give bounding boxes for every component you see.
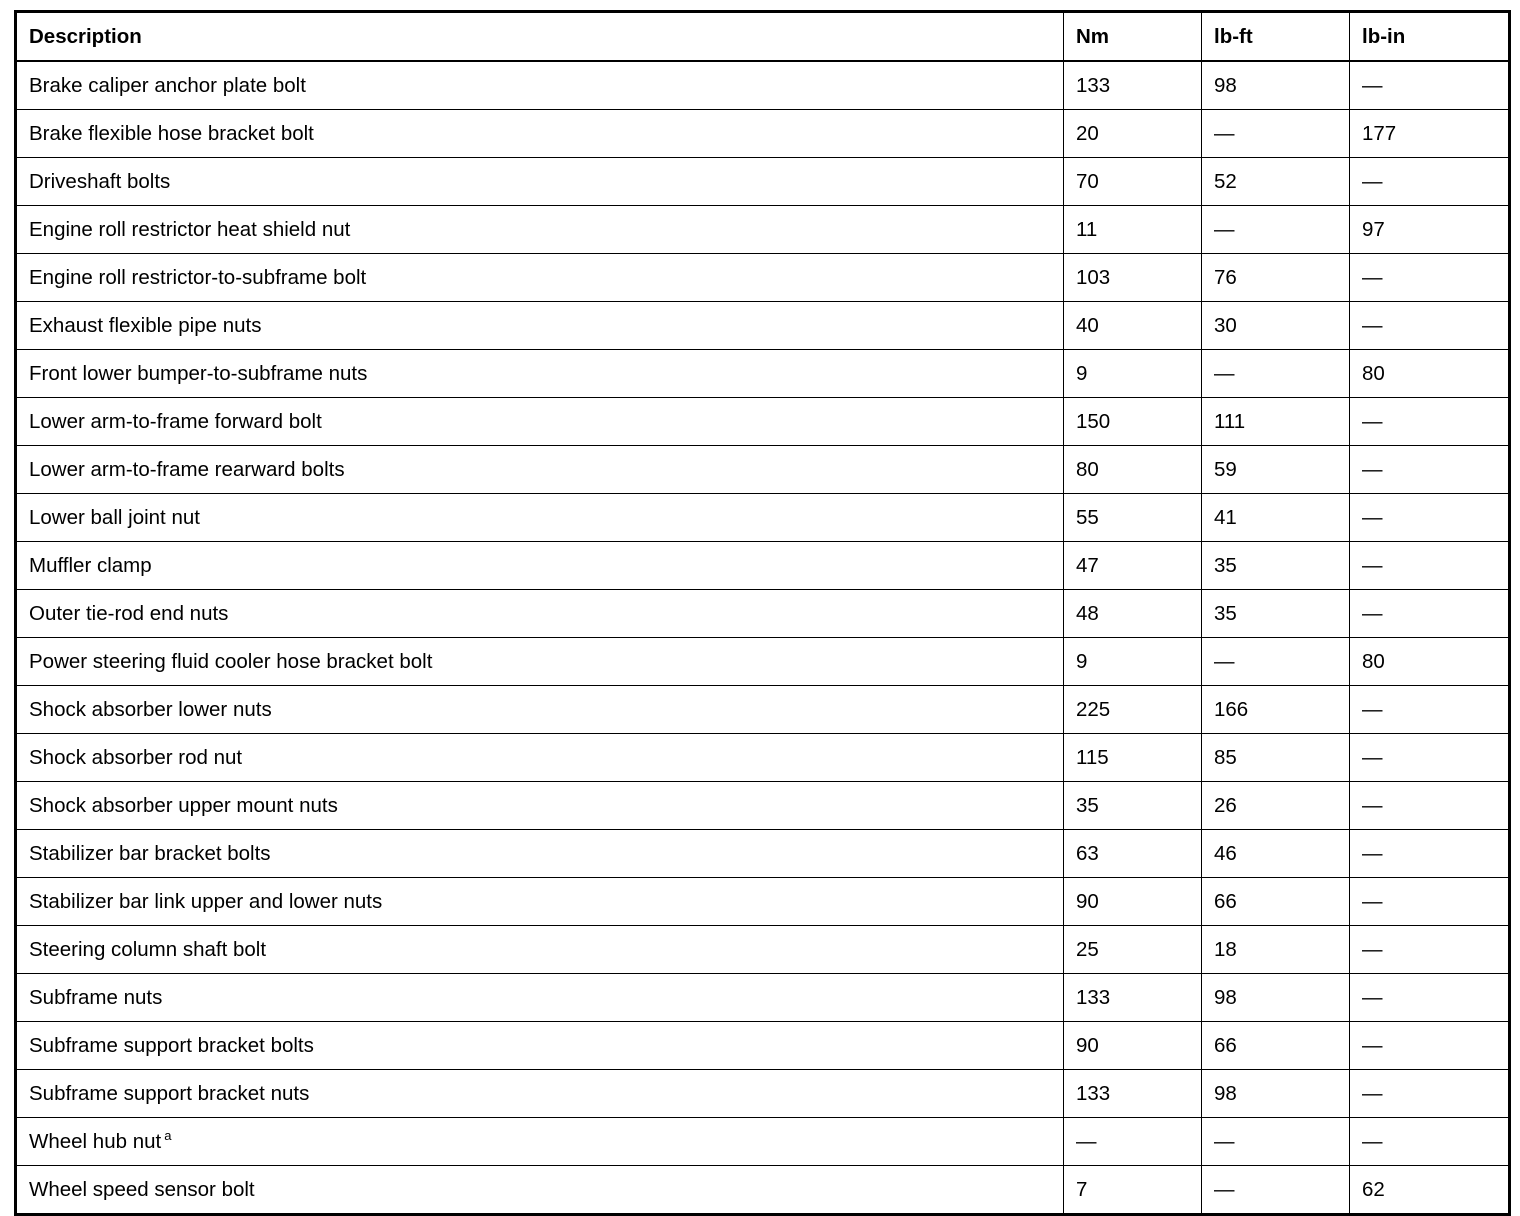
cell-lb-ft: — xyxy=(1202,1166,1350,1215)
cell-nm: 20 xyxy=(1064,110,1202,158)
cell-description xyxy=(16,686,1064,734)
cell-nm: 7 xyxy=(1064,1166,1202,1215)
cell-lb-in: — xyxy=(1350,1070,1510,1118)
cell-description xyxy=(16,878,1064,926)
description-text: Steering column shaft bolt xyxy=(29,937,267,961)
table-row xyxy=(16,878,1510,926)
table-row xyxy=(16,494,1510,542)
cell-lb-ft: — xyxy=(1202,206,1350,254)
cell-nm: 90 xyxy=(1064,1022,1202,1070)
cell-lb-ft: 41 xyxy=(1202,494,1350,542)
cell-lb-ft: 111 xyxy=(1202,398,1350,446)
cell-lb-in: — xyxy=(1350,302,1510,350)
cell-nm: 47 xyxy=(1064,542,1202,590)
description-text: Brake caliper anchor plate bolt xyxy=(29,73,306,97)
description-text: Engine roll restrictor heat shield nut xyxy=(29,217,351,241)
cell-description xyxy=(16,974,1064,1022)
cell-lb-in: — xyxy=(1350,734,1510,782)
cell-lb-ft: 46 xyxy=(1202,830,1350,878)
cell-nm: — xyxy=(1064,1118,1202,1166)
table-row xyxy=(16,830,1510,878)
cell-description xyxy=(16,302,1064,350)
cell-nm: 35 xyxy=(1064,782,1202,830)
cell-description xyxy=(16,830,1064,878)
cell-lb-in: — xyxy=(1350,974,1510,1022)
cell-nm: 133 xyxy=(1064,974,1202,1022)
cell-nm: 80 xyxy=(1064,446,1202,494)
cell-nm: 11 xyxy=(1064,206,1202,254)
table-row xyxy=(16,686,1510,734)
cell-nm: 48 xyxy=(1064,590,1202,638)
table-row xyxy=(16,734,1510,782)
cell-nm: 150 xyxy=(1064,398,1202,446)
cell-lb-in: — xyxy=(1350,494,1510,542)
cell-lb-ft: — xyxy=(1202,1118,1350,1166)
cell-lb-in: — xyxy=(1350,686,1510,734)
description-text: Subframe nuts xyxy=(29,985,163,1009)
cell-lb-in: — xyxy=(1350,158,1510,206)
cell-nm: 25 xyxy=(1064,926,1202,974)
description-text: Lower ball joint nut xyxy=(29,505,200,529)
table-row xyxy=(16,1166,1510,1215)
cell-lb-ft: 76 xyxy=(1202,254,1350,302)
cell-description xyxy=(16,1166,1064,1215)
cell-lb-in: 80 xyxy=(1350,350,1510,398)
cell-lb-in: — xyxy=(1350,1118,1510,1166)
table-row xyxy=(16,974,1510,1022)
table-row xyxy=(16,1070,1510,1118)
cell-lb-in: — xyxy=(1350,926,1510,974)
cell-lb-ft: 98 xyxy=(1202,974,1350,1022)
column-header-lb-ft: lb-ft xyxy=(1202,12,1350,62)
table-row xyxy=(16,110,1510,158)
cell-description xyxy=(16,926,1064,974)
cell-lb-in: — xyxy=(1350,830,1510,878)
description-text: Front lower bumper-to-subframe nuts xyxy=(29,361,368,385)
cell-lb-ft: — xyxy=(1202,110,1350,158)
description-text: Shock absorber lower nuts xyxy=(29,697,272,721)
table-row xyxy=(16,398,1510,446)
cell-description xyxy=(16,734,1064,782)
cell-lb-ft: 52 xyxy=(1202,158,1350,206)
description-text: Wheel speed sensor bolt xyxy=(29,1177,255,1201)
cell-lb-in: — xyxy=(1350,398,1510,446)
cell-lb-ft: 85 xyxy=(1202,734,1350,782)
cell-nm: 115 xyxy=(1064,734,1202,782)
table-row xyxy=(16,158,1510,206)
description-text: Outer tie-rod end nuts xyxy=(29,601,229,625)
cell-lb-ft: — xyxy=(1202,638,1350,686)
cell-description xyxy=(16,590,1064,638)
table-row xyxy=(16,590,1510,638)
cell-lb-in: — xyxy=(1350,1022,1510,1070)
cell-lb-in: — xyxy=(1350,878,1510,926)
description-text: Subframe support bracket nuts xyxy=(29,1081,310,1105)
table-row xyxy=(16,638,1510,686)
description-text: Lower arm-to-frame rearward bolts xyxy=(29,457,345,481)
cell-nm: 90 xyxy=(1064,878,1202,926)
cell-lb-ft: 98 xyxy=(1202,61,1350,110)
cell-description xyxy=(16,782,1064,830)
cell-lb-in: 97 xyxy=(1350,206,1510,254)
table-row xyxy=(16,446,1510,494)
description-text: Exhaust flexible pipe nuts xyxy=(29,313,262,337)
cell-description xyxy=(16,158,1064,206)
table-header xyxy=(16,12,1510,62)
torque-specifications-table xyxy=(14,10,1511,1216)
column-header-lb-in: lb-in xyxy=(1350,12,1510,62)
cell-nm: 55 xyxy=(1064,494,1202,542)
cell-lb-ft: 35 xyxy=(1202,590,1350,638)
cell-nm: 40 xyxy=(1064,302,1202,350)
cell-nm: 70 xyxy=(1064,158,1202,206)
cell-lb-ft: 30 xyxy=(1202,302,1350,350)
cell-lb-in: — xyxy=(1350,61,1510,110)
cell-nm: 9 xyxy=(1064,638,1202,686)
description-text: Engine roll restrictor-to-subframe bolt xyxy=(29,265,367,289)
table-row xyxy=(16,350,1510,398)
table-row xyxy=(16,206,1510,254)
description-text: Lower arm-to-frame forward bolt xyxy=(29,409,322,433)
table-row xyxy=(16,1022,1510,1070)
cell-lb-ft: 26 xyxy=(1202,782,1350,830)
cell-description xyxy=(16,350,1064,398)
description-text: Brake flexible hose bracket bolt xyxy=(29,121,314,145)
column-header-nm: Nm xyxy=(1064,12,1202,62)
cell-lb-in: — xyxy=(1350,254,1510,302)
cell-lb-ft: 18 xyxy=(1202,926,1350,974)
cell-lb-in: — xyxy=(1350,542,1510,590)
cell-nm: 9 xyxy=(1064,350,1202,398)
description-text: Power steering fluid cooler hose bracket bolt xyxy=(29,649,433,673)
cell-lb-ft: 66 xyxy=(1202,878,1350,926)
cell-description xyxy=(16,1118,1064,1166)
cell-lb-ft: 98 xyxy=(1202,1070,1350,1118)
cell-nm: 133 xyxy=(1064,61,1202,110)
cell-description xyxy=(16,61,1064,110)
cell-description xyxy=(16,1022,1064,1070)
description-text: Driveshaft bolts xyxy=(29,169,171,193)
cell-lb-ft: 66 xyxy=(1202,1022,1350,1070)
description-text: Shock absorber rod nut xyxy=(29,745,243,769)
cell-description xyxy=(16,1070,1064,1118)
cell-lb-ft: — xyxy=(1202,350,1350,398)
description-text: Subframe support bracket bolts xyxy=(29,1033,314,1057)
cell-description xyxy=(16,398,1064,446)
cell-lb-ft: 166 xyxy=(1202,686,1350,734)
cell-lb-ft: 35 xyxy=(1202,542,1350,590)
cell-nm: 225 xyxy=(1064,686,1202,734)
description-text: Muffler clamp xyxy=(29,553,152,577)
table-row xyxy=(16,542,1510,590)
description-text: Wheel hub nut xyxy=(29,1130,162,1154)
cell-description xyxy=(16,206,1064,254)
cell-description xyxy=(16,494,1064,542)
table-row xyxy=(16,782,1510,830)
cell-lb-in: 62 xyxy=(1350,1166,1510,1215)
cell-description xyxy=(16,542,1064,590)
cell-description xyxy=(16,254,1064,302)
column-header-description: Description xyxy=(16,12,1064,62)
cell-lb-in: 80 xyxy=(1350,638,1510,686)
description-text: Stabilizer bar bracket bolts xyxy=(29,841,271,865)
cell-lb-in: 177 xyxy=(1350,110,1510,158)
cell-nm: 63 xyxy=(1064,830,1202,878)
table-body xyxy=(16,61,1510,1215)
footnote-marker: a xyxy=(164,1128,172,1144)
cell-nm: 103 xyxy=(1064,254,1202,302)
table-header-row xyxy=(16,12,1510,62)
cell-lb-ft: 59 xyxy=(1202,446,1350,494)
cell-description xyxy=(16,446,1064,494)
cell-lb-in: — xyxy=(1350,590,1510,638)
cell-lb-in: — xyxy=(1350,446,1510,494)
table-row xyxy=(16,926,1510,974)
cell-nm: 133 xyxy=(1064,1070,1202,1118)
table-row xyxy=(16,1118,1510,1166)
table-row xyxy=(16,254,1510,302)
description-text: Shock absorber upper mount nuts xyxy=(29,793,338,817)
description-text: Stabilizer bar link upper and lower nuts xyxy=(29,889,383,913)
cell-description xyxy=(16,638,1064,686)
cell-lb-in: — xyxy=(1350,782,1510,830)
table-row xyxy=(16,61,1510,110)
table-row xyxy=(16,302,1510,350)
cell-description xyxy=(16,110,1064,158)
